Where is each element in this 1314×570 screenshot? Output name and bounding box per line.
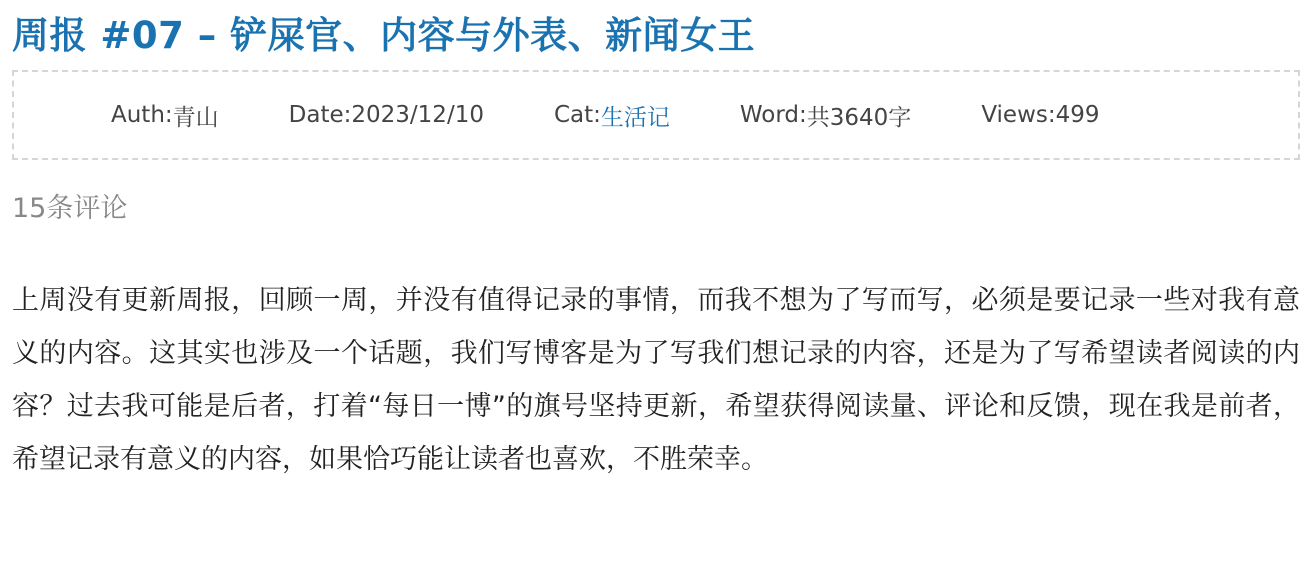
- meta-views-value: 499: [1055, 102, 1100, 128]
- meta-date-value: 2023/12/10: [351, 102, 484, 128]
- post-title: 周报 #07 – 铲屎官、内容与外表、新闻女王: [12, 14, 756, 57]
- post-body: [12, 274, 1300, 486]
- meta-category-label: Cat:: [553, 102, 601, 128]
- post-paragraph: 上周没有更新周报，回顾一周，并没有值得记录的事情，而我不想为了写而写，必须是要记录一些对我有意义的内容。这其实也涉及一个话题，我们写博客是为了写我们想记录的内容，还是为了写希望读者阅读的内容？过去我可能是后者，打着“每日一博”的旗号坚持更新，希望获得阅读量、评论和反馈，现在我是前者，希望记录有意义的内容，如果恰巧能让读者也喜欢，不胜荣幸。: [12, 285, 1300, 475]
- meta-views-label: Views:: [981, 102, 1056, 128]
- meta-author-value: 青山: [172, 104, 219, 131]
- meta-views: [981, 102, 1099, 128]
- meta-author: [111, 99, 219, 132]
- meta-date-label: Date:: [288, 102, 352, 128]
- meta-author-label: Auth:: [111, 102, 173, 128]
- meta-word-count: [740, 99, 911, 132]
- meta-word-value: 共3640字: [806, 104, 912, 131]
- meta-word-label: Word:: [739, 102, 807, 128]
- meta-date: [289, 102, 484, 128]
- post-meta-bar: [12, 70, 1300, 160]
- meta-category: [554, 99, 670, 132]
- meta-category-link[interactable]: 生活记: [600, 104, 670, 131]
- comments-count-link[interactable]: 15条评论: [12, 193, 128, 224]
